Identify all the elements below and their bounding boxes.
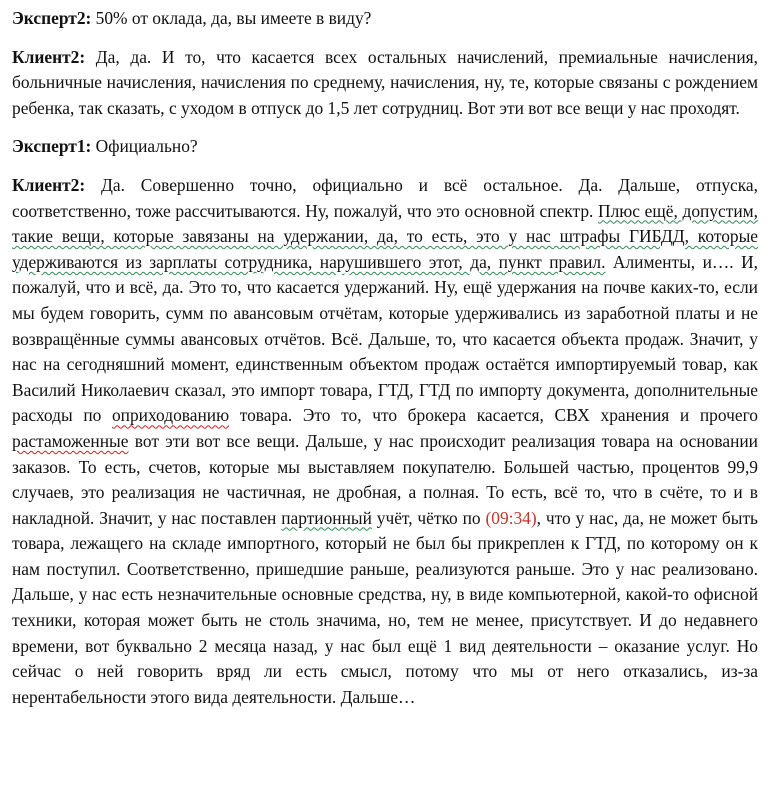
grammar-flagged-text: Плюс ещё, допустим, такие вещи, которые завязаны на удержании, да, то есть, это у нас штрафы ГИБДД, которые удерживаются из зарплаты сотрудника, нарушившего этот, да, пункт правил. [12, 200, 759, 272]
paragraph-text: , что у нас, да, не может быть товара, лежащего на складе импортного, который не был бы прикреплен к ГТД, по которому он к нам поступил. Соответственно, пришедшие раньше, реализуются раньше. Это у нас реализовано. Дальше, у нас есть незначительные основные средства, ну, в виде компьютерной, какой-то офисной техники, которая может быть не столь значима, но, тем не менее, присутствует. И до недавнего времени, вот буквально 2 месяца назад, у нас был ещё 1 вид деятельности – оказание услуг. Но сейчас о ней говорить вряд ли есть смысл, потому что мы от него отказались, из-за нерентабельности этого вида деятельности. Дальше… [12, 507, 758, 707]
paragraph-text: вот эти вот все вещи. Дальше, у нас происходит реализация товара на основании заказов. То есть, счетов, которые мы выставляем покупателю. Большей частью, процентов 99,9 случаев, это реализация не частичная, не дробная, а полная. То есть, всё то, что в счёте, то и в накладной. Значит, у нас поставлен [12, 430, 758, 528]
speaker-label: Эксперт1: [12, 136, 92, 157]
transcript-paragraph [12, 6, 758, 32]
spelling-flagged-word: оприходованию [111, 405, 230, 426]
spelling-flagged-word: растаможенные [12, 430, 129, 451]
speaker-label: Эксперт2: [12, 8, 92, 28]
speaker-label: Клиент2: [12, 46, 86, 67]
paragraph-text: Да. Совершенно точно, официально и всё остальное. Да. Дальше, отпуска, соответственно, тоже рассчитываются. Ну, пожалуй, что это основной спектр. [12, 174, 758, 221]
transcript-paragraph [12, 45, 758, 122]
paragraph-text: Алименты, и…. И, пожалуй, что и всё, да. Это то, что касается удержаний. Ну, ещё удержания на почве каких-то, если мы будем говорить, сумм по авансовым отчётам, которые удерживались из заработной платы и не возвращённые суммы авансовых отчётов. Всё. Дальше, то, что касается объекта продаж. Значит, у нас на сегодняшний момент, единственным объектом продаж остаётся импортируемый товар, как Василий Николаевич сказал, это импорт товара, ГТД, ГТД по импорту документа, дополнительные расходы по [12, 251, 758, 426]
speaker-label: Клиент2: [12, 174, 86, 195]
paragraph-text: Да, да. И то, что касается всех остальных начислений, премиальные начисления, больничные начисления, начисления по среднему, начисления, ну, те, которые связаны с рождением ребенка, так сказать, с уходом в отпуск до 1,5 лет сотрудниц. Вот эти вот все вещи у нас проходят. [12, 46, 758, 118]
paragraph-text: товара. Это то, что брокера касается, СВХ хранения и прочего [229, 405, 758, 426]
transcript-paragraph [12, 134, 758, 160]
paragraph-text: Официально? [91, 136, 198, 157]
transcript-paragraph [12, 173, 758, 710]
paragraph-text: 50% от оклада, да, вы имеете в виду? [91, 8, 372, 28]
paragraph-text: учёт, чётко по [371, 507, 486, 528]
grammar-flagged-word: партионный [281, 507, 372, 528]
timecode: (09:34) [485, 507, 537, 528]
